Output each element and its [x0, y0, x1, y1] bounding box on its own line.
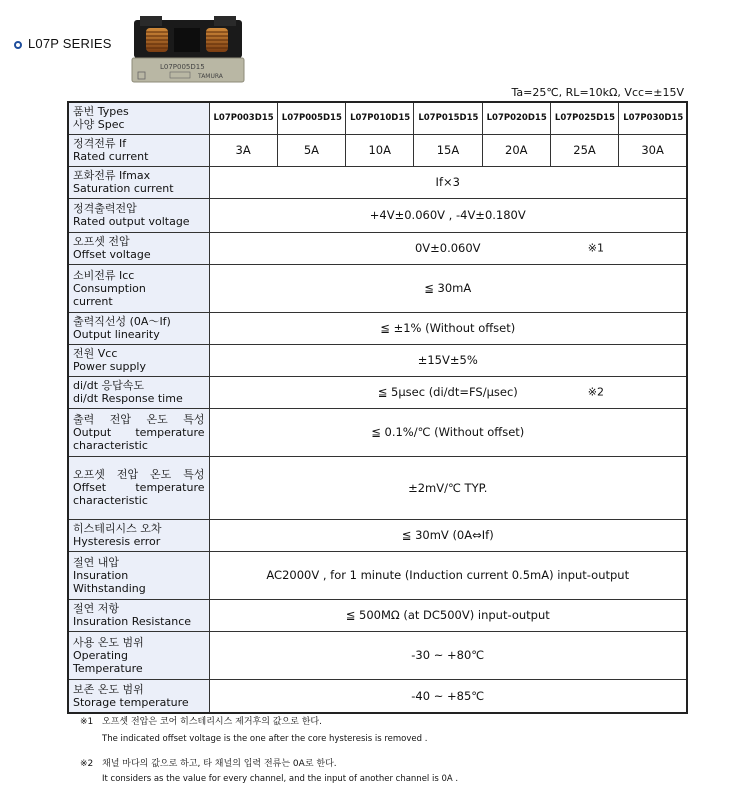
label-ko: 히스테리시스 오차 [73, 522, 162, 535]
spec-row [68, 631, 687, 679]
spec-value-cell [209, 376, 687, 408]
spec-value: ≦ 5μsec (di/dt=FS/μsec) [377, 385, 518, 399]
spec-value: -30 ~ +80℃ [411, 648, 485, 662]
model-cell: L07P003D15 [209, 102, 277, 134]
spec-row [68, 344, 687, 376]
spec-value: +4V±0.060V , -4V±0.180V [369, 208, 526, 222]
label-en: Saturation current [73, 182, 174, 195]
spec-value: ±15V±5% [417, 353, 478, 367]
model-cell: L07P015D15 [414, 102, 482, 134]
label-en: di/dt Response time [73, 392, 183, 405]
spec-row [68, 166, 687, 198]
spec-value: ±2mV/℃ TYP. [408, 480, 488, 495]
label-en: Hysteresis error [73, 535, 161, 548]
spec-label [68, 408, 209, 456]
spec-value: ≦ 0.1%/℃ (Without offset) [371, 425, 525, 439]
footnote-1-mark: ※1 [80, 717, 94, 727]
label-ko: 정격출력전압 [73, 202, 137, 215]
spec-value-cell [209, 344, 687, 376]
label-en: Operating Temperature [73, 648, 143, 675]
label-ko: 절연 내압 [73, 555, 120, 569]
spec-value-cell [209, 631, 687, 679]
spec-row [68, 312, 687, 344]
spec-label [68, 631, 209, 679]
label-ko: 소비전류 Icc [73, 268, 135, 282]
spec-value-cell [209, 456, 687, 519]
model-cell: L07P030D15 [619, 102, 687, 134]
rated-current-row [68, 134, 687, 166]
label-ko: 포화전류 Ifmax [73, 169, 151, 182]
footnote-2-ko: 채널 마다의 값으로 하고, 타 채널의 입력 전류는 0A로 한다. [102, 759, 337, 769]
spec-label [68, 312, 209, 344]
spec-row [68, 599, 687, 631]
label-ko: 보존 온도 범위 [73, 682, 144, 696]
label-ko: 전원 Vcc [73, 347, 118, 360]
product-image [130, 14, 246, 84]
label-en: Offset voltage [73, 248, 151, 261]
spec-row [68, 679, 687, 713]
current-value: 25A [550, 134, 618, 166]
model-cell: L07P005D15 [277, 102, 345, 134]
spec-label [68, 344, 209, 376]
spec-label [68, 232, 209, 264]
spec-label [68, 519, 209, 551]
current-value: 10A [346, 134, 414, 166]
spec-value-cell [209, 166, 687, 198]
spec-value: ≦ 500MΩ (at DC500V) input-output [345, 608, 550, 622]
spec-value: 0V±0.060V [414, 241, 481, 255]
spec-row [68, 456, 687, 519]
footnote-2 [80, 756, 337, 769]
label-en: Output temperature characteristic [73, 425, 205, 452]
spec-value: AC2000V , for 1 minute (Induction current 0.5mA) input-output [266, 568, 630, 582]
label-en: Rated current [73, 150, 149, 163]
footnote-mark: ※1 [587, 241, 604, 255]
rated-current-label [68, 134, 209, 166]
label-en: Offset temperature characteristic [73, 481, 205, 507]
spec-value-cell [209, 599, 687, 631]
spec-label [68, 599, 209, 631]
label-en: Rated output voltage [73, 215, 190, 228]
header-row [68, 102, 687, 134]
spec-value: ≦ ±1% (Without offset) [380, 321, 516, 335]
model-cell: L07P020D15 [482, 102, 550, 134]
header-label-spec: 사양 Spec [73, 118, 125, 132]
spec-row [68, 232, 687, 264]
model-cell: L07P025D15 [550, 102, 618, 134]
spec-label [68, 551, 209, 599]
spec-label [68, 456, 209, 519]
spec-value-cell [209, 232, 687, 264]
spec-label [68, 264, 209, 312]
spec-value: ≦ 30mV (0A⇔If) [401, 528, 494, 542]
label-ko: 출력직선성 (0A～If) [73, 315, 171, 328]
label-ko: 절연 저항 [73, 602, 120, 615]
spec-value: If×3 [435, 175, 460, 189]
series-header [14, 14, 414, 84]
spec-value-cell [209, 198, 687, 232]
label-en: Consumption current [73, 281, 146, 308]
label-en: Storage temperature [73, 695, 189, 709]
label-ko: di/dt 응답속도 [73, 379, 145, 392]
label-en: Insuration Resistance [73, 615, 192, 628]
spec-label [68, 198, 209, 232]
label-en: Power supply [73, 360, 146, 373]
spec-value: -40 ~ +85℃ [411, 688, 485, 703]
footnote-mark: ※2 [587, 385, 604, 399]
spec-row [68, 264, 687, 312]
footnote-1-ko: 오프셋 전압은 코어 히스테리시스 제거후의 값으로 한다. [102, 717, 322, 727]
spec-value-cell [209, 551, 687, 599]
current-value: 15A [414, 134, 482, 166]
series-title: L07P SERIES [28, 36, 112, 51]
spec-label [68, 376, 209, 408]
bullet-icon [14, 41, 22, 49]
spec-row [68, 198, 687, 232]
spec-label [68, 166, 209, 198]
spec-value: ≦ 30mA [424, 281, 472, 295]
current-value: 5A [277, 134, 345, 166]
spec-value-cell [209, 264, 687, 312]
label-ko: 오프셋 전압 [73, 235, 130, 248]
product-brand-text: TAMURA [198, 73, 223, 80]
spec-label [68, 679, 209, 713]
label-ko: 정격전류 If [73, 137, 127, 150]
spec-value-cell [209, 519, 687, 551]
label-ko: 오프셋 전압 온도 특성 [73, 468, 205, 481]
spec-row [68, 519, 687, 551]
footnote-2-en: It considers as the value for every channel, and the input of another channel is 0A . [102, 774, 459, 784]
spec-row [68, 376, 687, 408]
spec-table [67, 101, 688, 714]
footnote-1-en: The indicated offset voltage is the one after the core hysteresis is removed . [102, 734, 428, 744]
coil-right [206, 28, 228, 52]
product-label-text: L07P005D15 [160, 63, 205, 71]
spec-value-cell [209, 312, 687, 344]
test-conditions: Ta=25℃, RL=10kΩ, Vcc=±15V [511, 86, 684, 99]
spec-value-cell [209, 679, 687, 713]
current-value: 30A [619, 134, 687, 166]
footnote-1 [80, 714, 322, 727]
label-en: Output linearity [73, 328, 160, 341]
header-label-types: 품번 Types [73, 105, 129, 119]
model-cell: L07P010D15 [346, 102, 414, 134]
label-en: Insuration Withstanding [73, 568, 146, 595]
label-ko: 사용 온도 범위 [73, 635, 144, 649]
current-value: 20A [482, 134, 550, 166]
current-value: 3A [209, 134, 277, 166]
spec-row [68, 408, 687, 456]
footnote-2-mark: ※2 [80, 759, 94, 769]
coil-left [146, 28, 168, 52]
label-ko: 출력 전압 온도 특성 [73, 412, 205, 426]
header-label-cell [68, 102, 209, 134]
spec-value-cell [209, 408, 687, 456]
spec-row [68, 551, 687, 599]
